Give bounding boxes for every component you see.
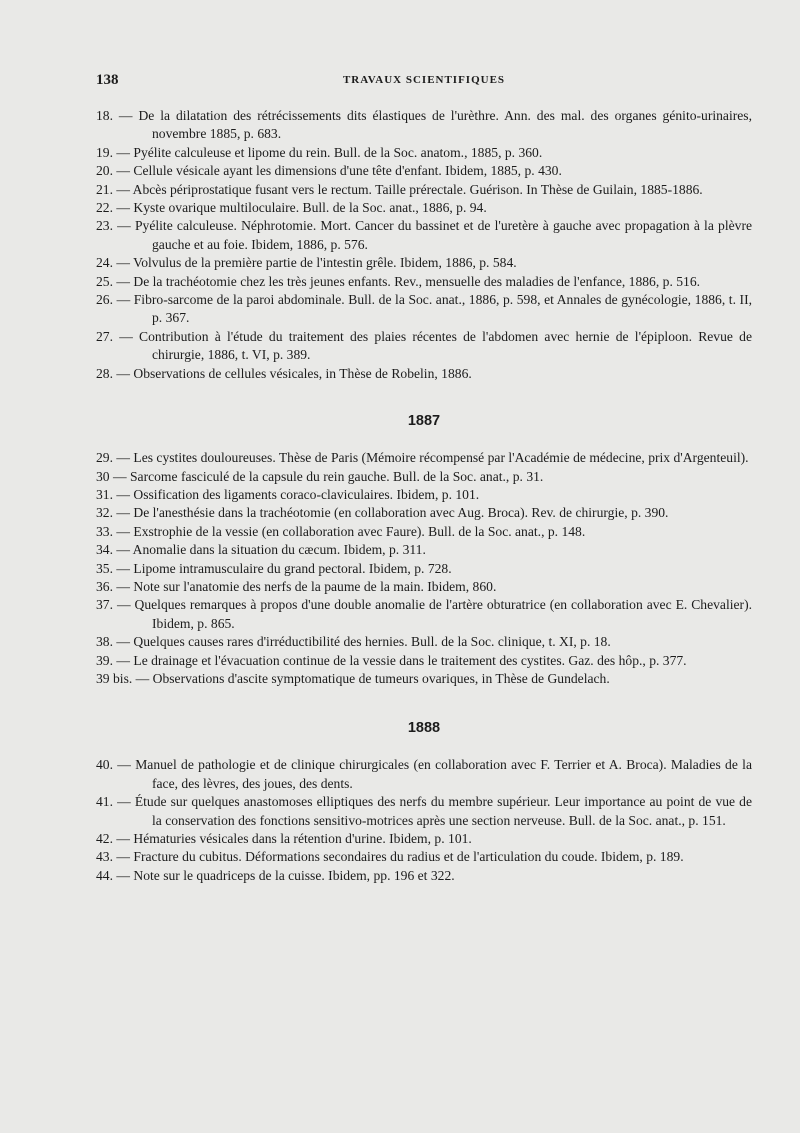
bibliography-entry	[96, 468, 752, 486]
entry-number: 39 bis.	[96, 670, 133, 686]
entry-dash: —	[113, 831, 134, 846]
entry-text: Fracture du cubitus. Déformations secondaires du radius et de l'articulation du coude. Ibidem, p. 189.	[133, 849, 684, 865]
entry-dash: —	[113, 757, 136, 773]
entry-dash: —	[113, 560, 134, 576]
entry-dash: —	[113, 200, 134, 216]
entry-number: 19.	[96, 144, 113, 160]
entry-dash: —	[113, 849, 134, 865]
entry-text: Quelques causes rares d'irréductibilité des hernies. Bull. de la Soc. clinique, t. XI, p. 18.	[133, 634, 611, 650]
entry-number: 21.	[96, 181, 113, 197]
bibliography-entry	[96, 633, 752, 651]
entry-number: 39.	[96, 652, 113, 668]
year-heading: 1887	[407, 413, 441, 430]
entry-number: 37.	[96, 597, 113, 613]
entry-number: 24.	[96, 255, 113, 271]
entry-number: 44.	[96, 867, 113, 883]
bibliography-list	[96, 107, 752, 885]
entry-number: 23.	[96, 218, 113, 234]
page-header	[96, 70, 752, 90]
bibliography-entry	[96, 596, 752, 633]
entry-dash: —	[113, 144, 134, 160]
entry-number: 18.	[96, 108, 113, 123]
bibliography-entry	[96, 830, 752, 848]
bibliography-entry	[96, 254, 752, 272]
entry-text: Pyélite calculeuse et lipome du rein. Bull. de la Soc. anatom., 1885, p. 360.	[133, 144, 543, 160]
bibliography-entry	[96, 291, 752, 328]
entry-dash: —	[113, 163, 134, 179]
entry-text: Anomalie dans la situation du cæcum. Ibidem, p. 311.	[132, 542, 426, 558]
entry-text: Abcès périprostatique fusant vers le rectum. Taille prérectale. Guérison. In Thèse de Guilain, 1885-1886.	[132, 181, 703, 197]
entry-dash: —	[113, 365, 134, 381]
entry-dash: —	[113, 634, 134, 650]
bibliography-entry	[96, 199, 752, 217]
entry-number: 40.	[96, 757, 113, 773]
bibliography-entry	[96, 541, 752, 559]
bibliography-entry	[96, 848, 752, 866]
entry-number: 27.	[96, 328, 113, 344]
entry-text: Fibro-sarcome de la paroi abdominale. Bull. de la Soc. anat., 1886, p. 598, et Annales de gynécologie, 1886, t. II, p. 367.	[133, 292, 753, 326]
entry-dash: —	[113, 108, 139, 123]
entry-number: 36.	[96, 578, 113, 594]
entry-dash: —	[113, 652, 134, 668]
entry-text: Ossification des ligaments coraco-claviculaires. Ibidem, p. 101.	[133, 486, 480, 502]
bibliography-entry	[96, 273, 752, 291]
entry-dash: —	[113, 794, 135, 810]
entry-text: Pyélite calculeuse. Néphrotomie. Mort. Cancer du bassinet et de l'uretère à gauche avec propagation à la plèvre gauche et au foie. Ibidem, 1886, p. 576.	[134, 218, 753, 252]
bibliography-entry	[96, 578, 752, 596]
entry-text: Les cystites douloureuses. Thèse de Paris (Mémoire récompensé par l'Académie de médecine, prix d'Argenteuil).	[133, 450, 749, 466]
bibliography-entry	[96, 144, 752, 162]
entry-text: Cellule vésicale ayant les dimensions d'une tête d'enfant. Ibidem, 1885, p. 430.	[133, 163, 562, 179]
entry-dash: —	[109, 468, 130, 484]
bibliography-entry	[96, 449, 752, 467]
entry-text: De l'anesthésie dans la trachéotomie (en collaboration avec Aug. Broca). Rev. de chirurgie, p. 390.	[133, 505, 669, 521]
bibliography-entry	[96, 162, 752, 180]
entry-text: Hématuries vésicales dans la rétention d'urine. Ibidem, p. 101.	[133, 831, 472, 846]
entry-number: 32.	[96, 505, 113, 521]
entry-dash: —	[113, 273, 134, 289]
entry-text: Sarcome fasciculé de la capsule du rein gauche. Bull. de la Soc. anat., p. 31.	[129, 468, 544, 484]
entry-text: Volvulus de la première partie de l'intestin grêle. Ibidem, 1886, p. 584.	[133, 255, 517, 271]
entry-dash: —	[113, 597, 135, 613]
entry-text: Étude sur quelques anastomoses elliptiques des nerfs du membre supérieur. Leur importance au point de vue de la conservation des fonctions sensitivo-motrices après une section nerveuse. Bull. de la Soc. anat., p. 151.	[134, 794, 753, 828]
bibliography-entry	[96, 181, 752, 199]
entry-dash: —	[113, 218, 135, 234]
entry-dash: —	[113, 255, 134, 271]
entry-number: 20.	[96, 163, 113, 179]
entry-text: Quelques remarques à propos d'une double anomalie de l'artère obturatrice (en collaboration avec E. Chevalier). Ibidem, p. 865.	[134, 597, 753, 631]
bibliography-entry	[96, 217, 752, 254]
entry-number: 35.	[96, 560, 113, 576]
entry-number: 43.	[96, 849, 113, 865]
entry-number: 42.	[96, 831, 113, 846]
year-heading: 1888	[407, 720, 441, 737]
entry-text: Lipome intramusculaire du grand pectoral. Ibidem, p. 728.	[133, 560, 452, 576]
entry-text: De la dilatation des rétrécissements dits élastiques de l'urèthre. Ann. des mal. des organes génito-urinaires, novembre 1885, p. 683.	[138, 108, 752, 142]
entry-dash: —	[113, 867, 134, 883]
bibliography-entry	[96, 523, 752, 541]
entry-dash: —	[113, 450, 134, 466]
entry-dash: —	[113, 523, 134, 539]
entry-dash: —	[113, 505, 134, 521]
entry-text: Contribution à l'étude du traitement des plaies récentes de l'abdomen avec hernie de l'épiploon. Revue de chirurgie, 1886, t. VI, p. 389.	[139, 328, 752, 363]
entry-number: 29.	[96, 450, 113, 466]
bibliography-entry	[96, 560, 752, 578]
entry-dash: —	[132, 670, 153, 686]
entry-number: 31.	[96, 486, 113, 502]
entry-text: Exstrophie de la vessie (en collaboration avec Faure). Bull. de la Soc. anat., p. 148.	[133, 523, 586, 539]
entry-text: Observations d'ascite symptomatique de tumeurs ovariques, in Thèse de Gundelach.	[152, 670, 610, 686]
entry-dash: —	[113, 578, 134, 594]
bibliography-entry	[96, 365, 752, 383]
bibliography-entry	[96, 793, 752, 830]
entry-number: 22.	[96, 200, 113, 216]
entry-number: 33.	[96, 523, 113, 539]
entry-number: 41.	[96, 794, 113, 810]
bibliography-entry	[96, 486, 752, 504]
entry-dash: —	[113, 542, 133, 558]
entry-number: 34.	[96, 542, 113, 558]
bibliography-entry	[96, 107, 752, 144]
bibliography-entry	[96, 756, 752, 793]
entry-dash: —	[113, 486, 134, 502]
entry-number: 25.	[96, 273, 113, 289]
bibliography-entry	[96, 504, 752, 522]
entry-text: Observations de cellules vésicales, in Thèse de Robelin, 1886.	[133, 365, 472, 381]
entry-text: Note sur le quadriceps de la cuisse. Ibidem, pp. 196 et 322.	[133, 867, 455, 883]
entry-dash: —	[113, 181, 133, 197]
page-number: 138	[96, 72, 119, 88]
entry-number: 28.	[96, 365, 113, 381]
entry-number: 38.	[96, 634, 113, 650]
entry-text: Kyste ovarique multiloculaire. Bull. de la Soc. anat., 1886, p. 94.	[133, 200, 487, 216]
entry-dash: —	[113, 292, 134, 308]
bibliography-entry	[96, 652, 752, 670]
entry-text: Manuel de pathologie et de clinique chirurgicales (en collaboration avec F. Terrier et A. Broca). Maladies de la face, des lèvres, des joues, des dents.	[135, 757, 752, 791]
running-head: TRAVAUX SCIENTIFIQUES	[342, 74, 506, 86]
entry-text: De la trachéotomie chez les très jeunes enfants. Rev., mensuelle des maladies de l'enfance, 1886, p. 516.	[133, 273, 701, 289]
entry-number: 26.	[96, 292, 113, 308]
entry-text: Note sur l'anatomie des nerfs de la paume de la main. Ibidem, 860.	[133, 578, 497, 594]
bibliography-entry	[96, 670, 752, 688]
bibliography-entry	[96, 328, 752, 365]
entry-text: Le drainage et l'évacuation continue de la vessie dans le traitement des cystites. Gaz. des hôp., p. 377.	[133, 652, 687, 668]
bibliography-entry	[96, 867, 752, 885]
entry-number: 30	[96, 468, 110, 484]
entry-dash: —	[113, 328, 140, 344]
